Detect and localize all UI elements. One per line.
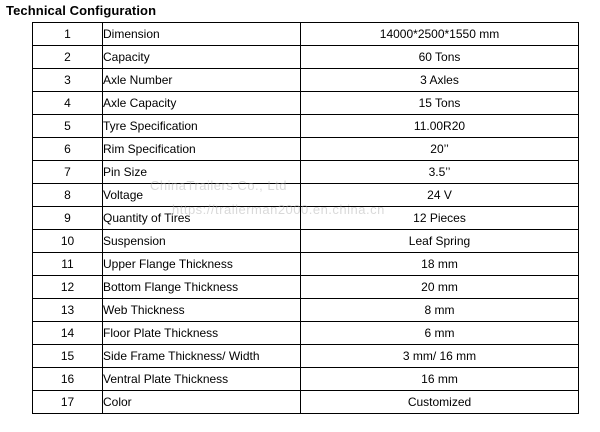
row-number: 11 bbox=[33, 253, 103, 276]
row-value: 3 Axles bbox=[301, 69, 579, 92]
table-row bbox=[33, 115, 579, 138]
table-row bbox=[33, 253, 579, 276]
table-row bbox=[33, 69, 579, 92]
row-number: 7 bbox=[33, 161, 103, 184]
row-item: Capacity bbox=[103, 46, 301, 69]
row-item: Pin Size bbox=[103, 161, 301, 184]
row-number: 1 bbox=[33, 23, 103, 46]
row-item: Side Frame Thickness/ Width bbox=[103, 345, 301, 368]
row-item: Tyre Specification bbox=[103, 115, 301, 138]
row-value: 6 mm bbox=[301, 322, 579, 345]
row-number: 8 bbox=[33, 184, 103, 207]
table-row bbox=[33, 322, 579, 345]
row-number: 16 bbox=[33, 368, 103, 391]
row-number: 9 bbox=[33, 207, 103, 230]
row-value: 3.5’’ bbox=[301, 161, 579, 184]
row-number: 3 bbox=[33, 69, 103, 92]
row-item: Color bbox=[103, 391, 301, 414]
row-number: 4 bbox=[33, 92, 103, 115]
spec-table bbox=[32, 22, 579, 414]
watermark-url: https://trailerman2000.en.china.cn bbox=[172, 202, 385, 217]
row-number: 6 bbox=[33, 138, 103, 161]
row-item: Quantity of Tires bbox=[103, 207, 301, 230]
row-value: 60 Tons bbox=[301, 46, 579, 69]
page-title: Technical Configuration bbox=[6, 3, 157, 18]
table-row bbox=[33, 345, 579, 368]
row-number: 2 bbox=[33, 46, 103, 69]
row-number: 15 bbox=[33, 345, 103, 368]
row-item: Web Thickness bbox=[103, 299, 301, 322]
table-row bbox=[33, 368, 579, 391]
row-value: 20’’ bbox=[301, 138, 579, 161]
row-item: Upper Flange Thickness bbox=[103, 253, 301, 276]
table-row bbox=[33, 138, 579, 161]
spec-table-body bbox=[33, 23, 579, 414]
row-item: Voltage bbox=[103, 184, 301, 207]
row-number: 13 bbox=[33, 299, 103, 322]
row-value: 16 mm bbox=[301, 368, 579, 391]
row-number: 10 bbox=[33, 230, 103, 253]
table-row bbox=[33, 184, 579, 207]
row-item: Floor Plate Thickness bbox=[103, 322, 301, 345]
row-number: 14 bbox=[33, 322, 103, 345]
watermark-company: ChinaTrailers Co., Ltd bbox=[150, 178, 287, 193]
row-value: 14000*2500*1550 mm bbox=[301, 23, 579, 46]
row-item: Axle Number bbox=[103, 69, 301, 92]
table-row bbox=[33, 161, 579, 184]
row-number: 5 bbox=[33, 115, 103, 138]
row-value: 15 Tons bbox=[301, 92, 579, 115]
row-item: Suspension bbox=[103, 230, 301, 253]
row-item: Axle Capacity bbox=[103, 92, 301, 115]
row-value: 11.00R20 bbox=[301, 115, 579, 138]
row-item: Ventral Plate Thickness bbox=[103, 368, 301, 391]
row-value: 3 mm/ 16 mm bbox=[301, 345, 579, 368]
row-value: 18 mm bbox=[301, 253, 579, 276]
row-value: 20 mm bbox=[301, 276, 579, 299]
row-value: Leaf Spring bbox=[301, 230, 579, 253]
table-row bbox=[33, 207, 579, 230]
row-item: Dimension bbox=[103, 23, 301, 46]
table-row bbox=[33, 299, 579, 322]
table-row bbox=[33, 46, 579, 69]
row-value: 24 V bbox=[301, 184, 579, 207]
row-item: Bottom Flange Thickness bbox=[103, 276, 301, 299]
row-item: Rim Specification bbox=[103, 138, 301, 161]
table-row bbox=[33, 92, 579, 115]
table-row bbox=[33, 391, 579, 414]
table-row bbox=[33, 276, 579, 299]
table-row bbox=[33, 230, 579, 253]
row-value: Customized bbox=[301, 391, 579, 414]
row-number: 17 bbox=[33, 391, 103, 414]
row-value: 8 mm bbox=[301, 299, 579, 322]
table-row bbox=[33, 23, 579, 46]
row-number: 12 bbox=[33, 276, 103, 299]
row-value: 12 Pieces bbox=[301, 207, 579, 230]
